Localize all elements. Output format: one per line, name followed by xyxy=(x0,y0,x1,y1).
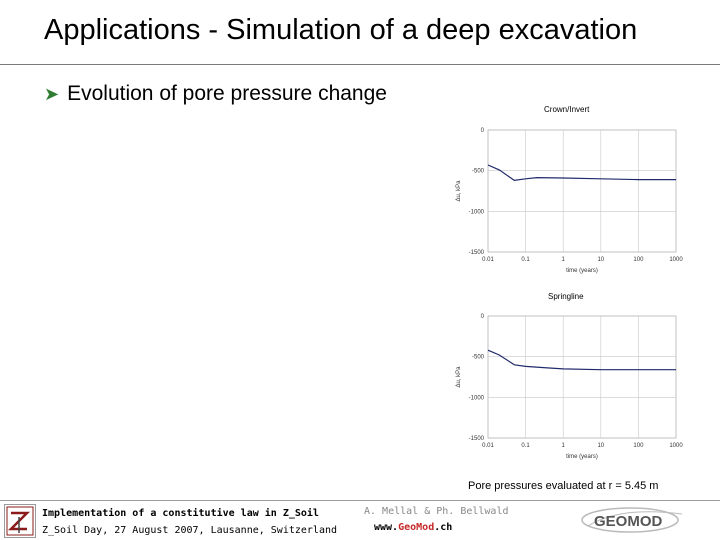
plot-area xyxy=(488,130,676,252)
footer-divider xyxy=(0,500,720,501)
x-tick-label: 0.01 xyxy=(482,257,494,263)
x-tick-label: 100 xyxy=(633,257,644,263)
y-axis-label: Δu, kPa xyxy=(456,366,462,388)
footer-website[interactable] xyxy=(374,522,452,533)
x-tick-label: 0.1 xyxy=(521,443,530,449)
bullet-text: Evolution of pore pressure change xyxy=(67,82,387,105)
y-tick-label: -1500 xyxy=(468,436,484,442)
x-axis-label: time (years) xyxy=(566,268,598,274)
x-tick-label: 1 xyxy=(561,257,565,263)
chart-crown-invert xyxy=(440,118,700,288)
y-tick-label: -1000 xyxy=(468,395,484,402)
y-tick-label: -500 xyxy=(471,354,484,361)
title-divider xyxy=(0,64,720,65)
chart-title-springline: Springline xyxy=(548,292,584,301)
x-tick-label: 1 xyxy=(561,443,565,449)
y-tick-label: 0 xyxy=(480,314,484,320)
footer-authors: A. Mellal & Ph. Bellwald xyxy=(364,506,509,517)
y-tick-label: -500 xyxy=(471,168,484,175)
bullet-item xyxy=(44,82,387,106)
x-tick-label: 1000 xyxy=(669,257,683,263)
y-tick-label: -1000 xyxy=(468,209,484,216)
y-tick-label: 0 xyxy=(480,128,484,134)
zsoil-logo xyxy=(4,504,36,538)
y-tick-label: -1500 xyxy=(468,250,484,256)
evaluation-note: Pore pressures evaluated at r = 5.45 m xyxy=(468,480,659,492)
x-tick-label: 1000 xyxy=(669,443,683,449)
geomod-logo xyxy=(580,504,690,536)
web-prefix: www. xyxy=(374,522,399,533)
chart-title-crown-invert: Crown/Invert xyxy=(544,105,590,114)
x-axis-label: time (years) xyxy=(566,454,598,460)
web-suffix: .ch xyxy=(434,522,453,533)
web-mod: Mod xyxy=(416,522,435,533)
x-tick-label: 10 xyxy=(597,443,605,449)
x-tick-label: 0.1 xyxy=(521,257,530,263)
web-geo: Geo xyxy=(398,522,417,533)
x-tick-label: 10 xyxy=(597,257,605,263)
slide-title: Applications - Simulation of a deep excavation xyxy=(44,14,638,46)
x-tick-label: 100 xyxy=(633,443,644,449)
plot-area xyxy=(488,316,676,438)
y-axis-label: Δu, kPa xyxy=(456,180,462,202)
footer-event: Z_Soil Day, 27 August 2007, Lausanne, Switzerland xyxy=(42,525,338,536)
arrow-bullet-icon: ➤ xyxy=(44,84,60,104)
footer-presentation-title: Implementation of a constitutive law in Z_Soil xyxy=(42,508,319,519)
chart-springline xyxy=(440,304,700,474)
geomod-logo-text: GEOMOD xyxy=(594,513,663,530)
x-tick-label: 0.01 xyxy=(482,443,494,449)
